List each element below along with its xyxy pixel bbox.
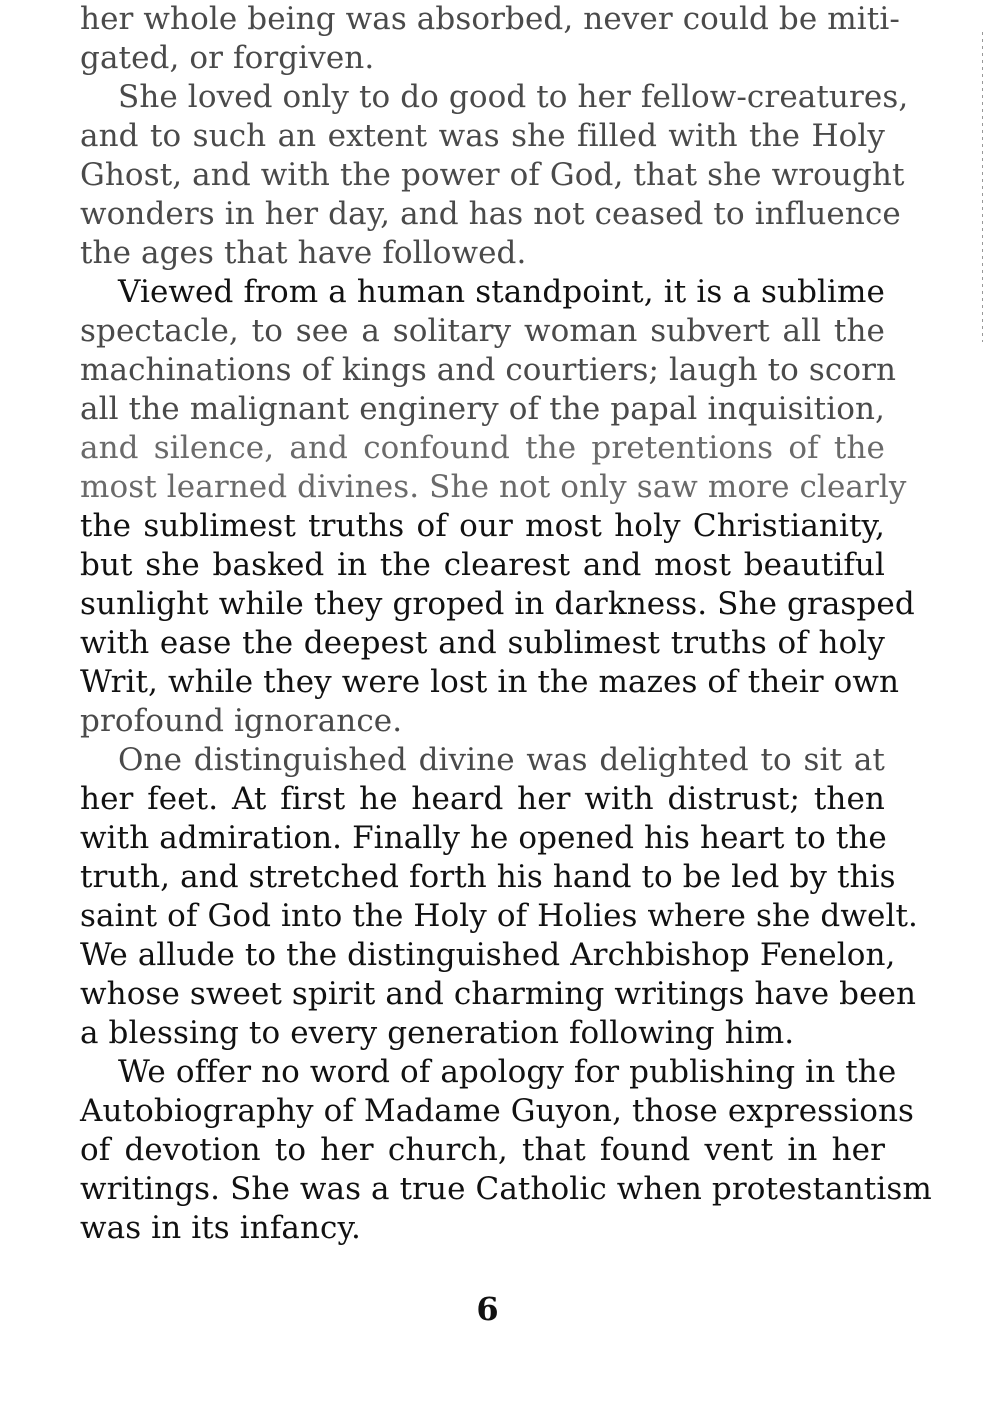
text-line: saint of God into the Holy of Holies where she dwelt. (80, 898, 918, 934)
body-text (80, 0, 932, 1248)
text-line: the sublimest truths of our most holy Christianity, (80, 508, 885, 544)
paragraph-1 (80, 0, 900, 78)
text-line: with admiration. Finally he opened his heart to the (80, 820, 887, 856)
text-line: writings. She was a true Catholic when protestantism (80, 1171, 932, 1207)
text-line: She loved only to do good to her fellow-creatures, (118, 79, 909, 115)
text-line: the ages that have followed. (80, 235, 527, 271)
text-line: profound ignorance. (80, 703, 403, 739)
text-line: Viewed from a human standpoint, it is a sublime (118, 274, 885, 310)
text-line: gated, or forgiven. (80, 40, 375, 76)
text-line: all the malignant enginery of the papal inquisition, (80, 391, 885, 427)
text-line: her whole being was absorbed, never could be miti- (80, 1, 900, 37)
text-line: One distinguished divine was delighted to sit at (118, 742, 885, 778)
text-line: spectacle, to see a solitary woman subvert all the (80, 313, 885, 349)
paragraph-2 (80, 78, 909, 273)
text-line: machinations of kings and courtiers; laugh to scorn (80, 352, 897, 388)
text-line: a blessing to every generation following him. (80, 1015, 795, 1051)
text-line: Autobiography of Madame Guyon, those expressions (80, 1093, 915, 1129)
text-line: Writ, while they were lost in the mazes of their own (80, 664, 900, 700)
text-line: whose sweet spirit and charming writings have been (80, 976, 917, 1012)
text-line: We allude to the distinguished Archbishop Fenelon, (80, 937, 896, 973)
text-line: truth, and stretched forth his hand to be led by this (80, 859, 896, 895)
paragraph-4 (80, 741, 918, 1053)
text-line: wonders in her day, and has not ceased to influence (80, 196, 901, 232)
text-line: most learned divines. She not only saw more clearly (80, 469, 907, 505)
paragraph-5 (80, 1053, 932, 1248)
text-line: and to such an extent was she filled with the Holy (80, 118, 885, 154)
paragraph-3 (80, 273, 915, 741)
text-line: her feet. At first he heard her with distrust; then (80, 781, 885, 817)
text-line: and silence, and confound the pretentions of the (80, 430, 885, 466)
text-line: sunlight while they groped in darkness. She grasped (80, 586, 915, 622)
text-line: with ease the deepest and sublimest truths of holy (80, 625, 885, 661)
text-line: was in its infancy. (80, 1210, 361, 1246)
text-line: but she basked in the clearest and most beautiful (80, 547, 885, 583)
text-line: of devotion to her church, that found vent in her (80, 1132, 885, 1168)
page-number: 6 (476, 1290, 499, 1328)
text-line: Ghost, and with the power of God, that she wrought (80, 157, 905, 193)
scan-artifact-line (982, 32, 983, 342)
text-line: We offer no word of apology for publishing in the (118, 1054, 897, 1090)
